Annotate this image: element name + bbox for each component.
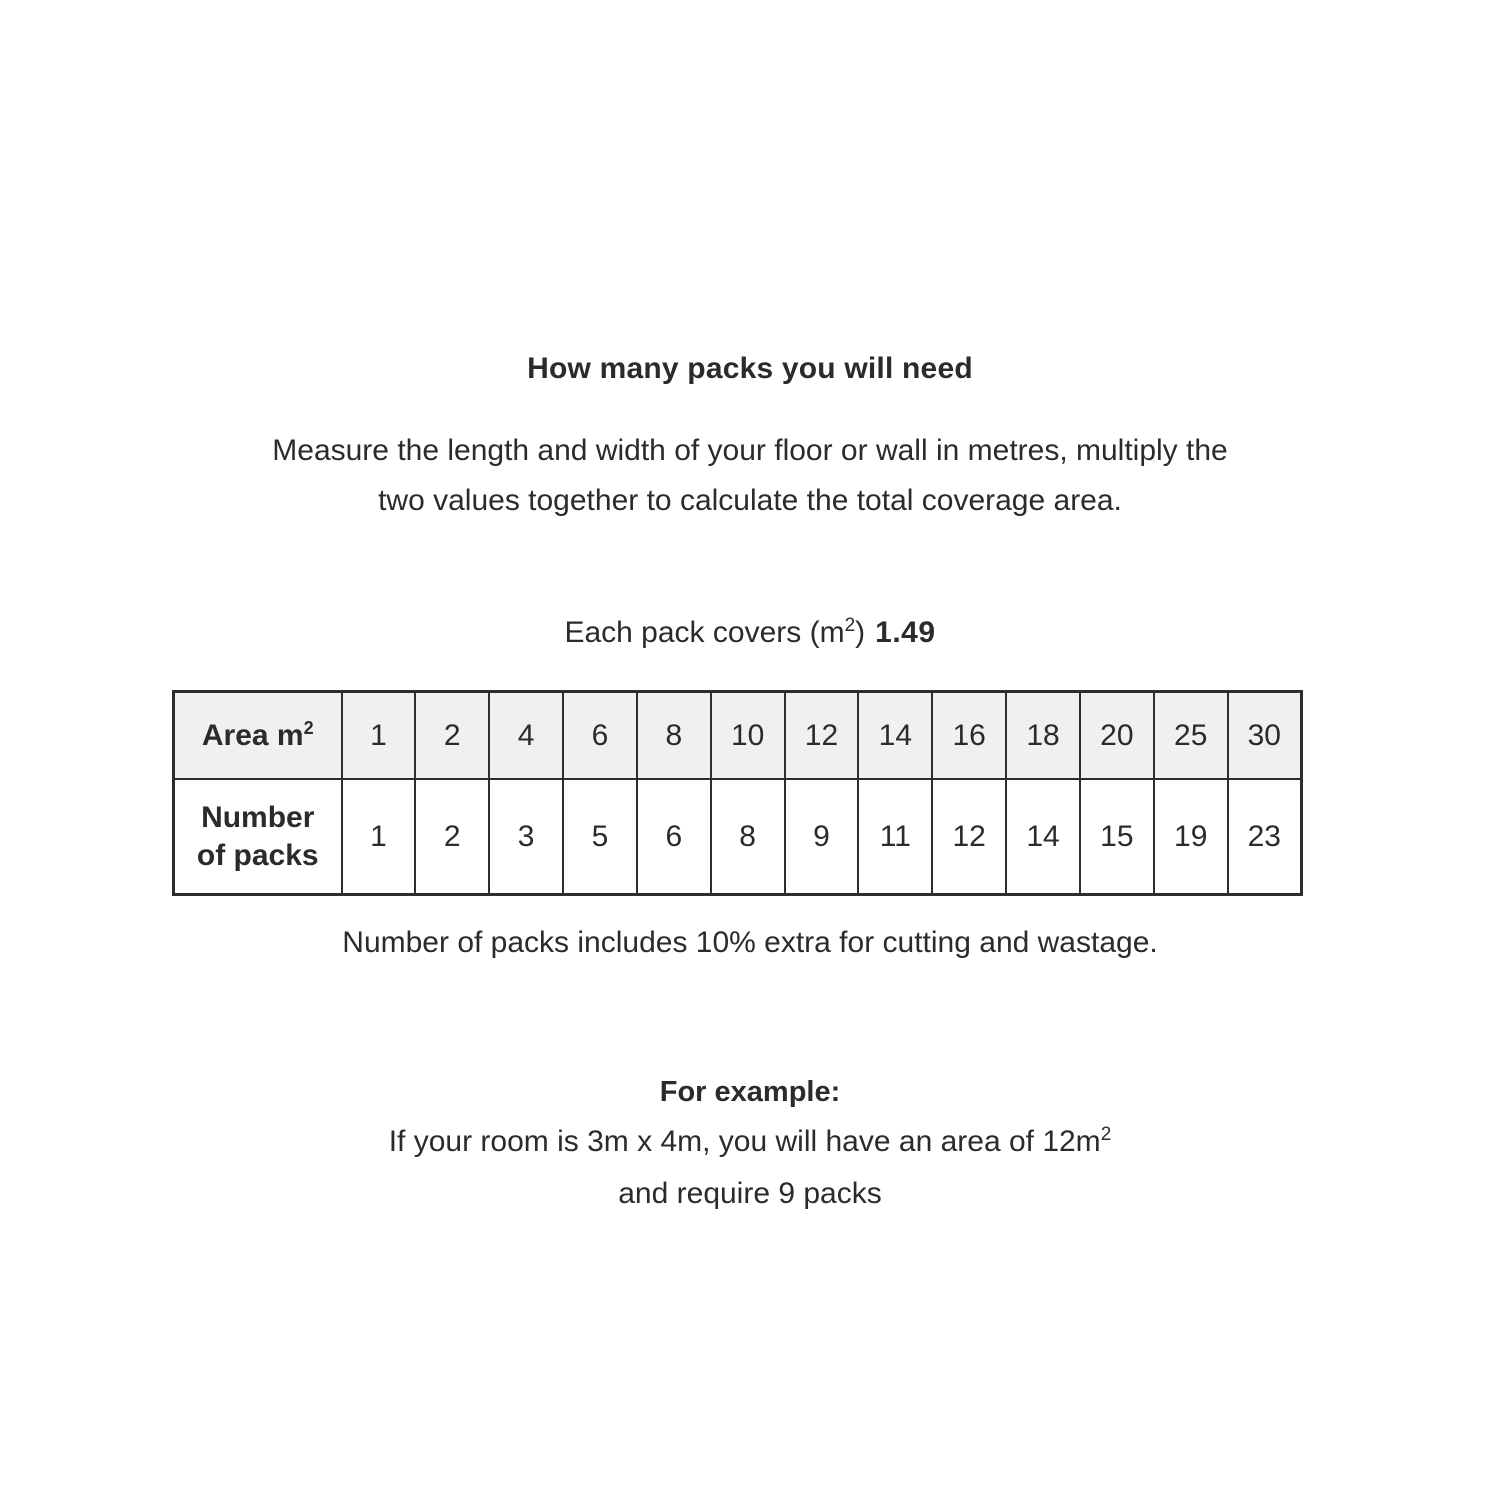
- table-cell: 1: [342, 779, 416, 895]
- coverage-label-suffix: ): [855, 616, 866, 649]
- example-heading: For example:: [659, 1076, 841, 1108]
- table-cell: 25: [1154, 692, 1228, 780]
- coverage-superscript: 2: [844, 615, 856, 636]
- table-cell: 12: [932, 779, 1006, 895]
- wastage-note: Number of packs includes 10% extra for cutting and wastage.: [342, 926, 1158, 959]
- example-superscript: 2: [1100, 1124, 1112, 1145]
- table-cell: 30: [1228, 692, 1302, 780]
- table-cell: 8: [637, 692, 711, 780]
- table-cell: 12: [785, 692, 859, 780]
- table-cell: 6: [637, 779, 711, 895]
- coverage-value: 1.49: [875, 616, 936, 649]
- packs-label-line-1: Number: [201, 800, 315, 834]
- table-cell: 6: [563, 692, 637, 780]
- table-cell: 9: [785, 779, 859, 895]
- page-title: How many packs you will need: [527, 352, 973, 385]
- table-cell: 4: [489, 692, 563, 780]
- area-row-label: [174, 692, 342, 780]
- table-cell: 1: [342, 692, 416, 780]
- table-cell: 2: [415, 692, 489, 780]
- table-cell: 2: [415, 779, 489, 895]
- table-cell: 18: [1006, 692, 1080, 780]
- packs-label-line-2: of packs: [196, 838, 319, 872]
- table-cell: 10: [711, 692, 785, 780]
- area-label-text: Area m: [201, 718, 304, 752]
- table-cell: 16: [932, 692, 1006, 780]
- table-cell: 20: [1080, 692, 1154, 780]
- table-cell: 8: [711, 779, 785, 895]
- area-row: [174, 692, 1302, 780]
- intro-paragraph: [0, 426, 1500, 526]
- table-cell: 14: [1006, 779, 1080, 895]
- table-cell: 23: [1228, 779, 1302, 895]
- table-cell: 3: [489, 779, 563, 895]
- intro-line-2: two values together to calculate the total coverage area.: [378, 484, 1122, 517]
- table-cell: 11: [858, 779, 932, 895]
- table-cell: 5: [563, 779, 637, 895]
- table-cell: 14: [858, 692, 932, 780]
- packs-row-label: [174, 779, 342, 895]
- packs-row: [174, 779, 1302, 895]
- example-line-1-text: If your room is 3m x 4m, you will have an area of 12m: [388, 1125, 1101, 1158]
- intro-line-1: Measure the length and width of your floor or wall in metres, multiply the: [272, 434, 1228, 467]
- table-cell: 15: [1080, 779, 1154, 895]
- example-line-2: and require 9 packs: [618, 1177, 882, 1210]
- area-label-superscript: 2: [303, 717, 314, 738]
- example-line-1: [0, 1125, 1500, 1159]
- coverage-label-prefix: Each pack covers (m: [564, 616, 845, 649]
- packs-table: [172, 690, 1303, 896]
- table-cell: 19: [1154, 779, 1228, 895]
- pack-coverage-line: [0, 616, 1500, 650]
